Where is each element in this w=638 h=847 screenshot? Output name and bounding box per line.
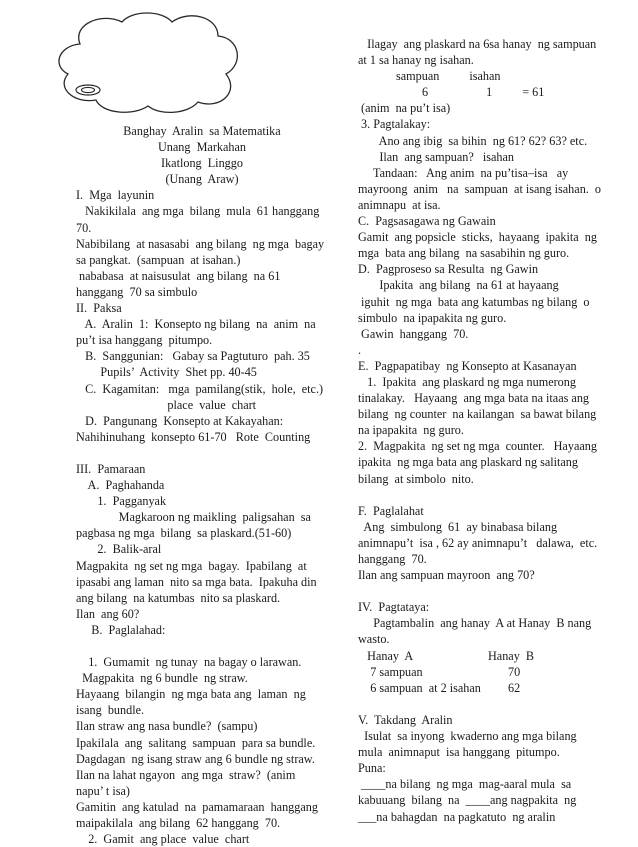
left-line: 2. Gamit ang place value chart — [76, 832, 250, 847]
left-line: Ilan straw ang nasa bundle? (sampu) — [76, 719, 258, 734]
right-line: ___na bahagdan na pagkatuto ng aralin — [358, 809, 556, 824]
left-line: 1. Gumamit ng tunay na bagay o larawan. — [76, 655, 302, 670]
right-line — [358, 648, 620, 664]
left-line: napu’ t isa) — [76, 783, 130, 798]
place-value-values — [358, 84, 620, 100]
left-line: maipakilala ang bilang 62 hanggang 70. — [76, 816, 281, 831]
right-line: ____na bilang ng mga mag-aaral mula sa — [358, 777, 572, 792]
right-line — [358, 583, 620, 599]
left-line: Magkaroon ng maikling paligsahan sa — [76, 510, 311, 525]
left-line: Magpakita ng set ng mga bagay. Ipabilang at — [76, 558, 307, 573]
left-line: Hayaang bilangin ng mga bata ang laman ng — [76, 687, 306, 702]
right-line: C. Pagsasagawa ng Gawain — [358, 214, 496, 229]
lesson-title: Banghay Aralin sa Matematika — [123, 124, 281, 138]
right-line: Tandaan: Ang anim na pu’tisa–isa ay — [358, 165, 569, 180]
left-line: 1. Pagganyak — [76, 494, 167, 509]
cloud-shape — [50, 8, 250, 116]
place-value-isahan: isahan — [469, 69, 501, 84]
right-line: tinalakay. Hayaang ang mga bata na itaas ang — [358, 391, 590, 406]
left-line: Ilan na lahat ngayon ang mga straw? (anim — [76, 767, 296, 782]
left-line: B. Paglalahad: — [76, 622, 166, 637]
right-line: Ano ang ibig sa bihin ng 61? 62? 63? etc. — [358, 133, 588, 148]
left-line: place value chart — [76, 397, 257, 412]
right-line: iguhit ng mga bata ang katumbas ng bilang o — [358, 294, 590, 309]
right-line: simbulo na ipapakita ng guro. — [358, 310, 507, 325]
right-line: Pagtambalin ang hanay A at Hanay B nang — [358, 616, 592, 631]
left-line — [76, 638, 328, 654]
left-line — [76, 445, 328, 461]
right-line: . — [358, 342, 362, 357]
right-line: mula animnaput isa hanggang pitumpo. — [358, 745, 560, 760]
left-line: Magpakita ng 6 bundle ng straw. — [76, 671, 248, 686]
left-line: nababasa at naisusulat ang bilang na 61 — [76, 268, 281, 283]
right-line: bilang at simbolo nito. — [358, 471, 474, 486]
right-line: mga bata ang bilang na sasabihin ng guro. — [358, 246, 570, 261]
cloud-outline — [59, 13, 237, 112]
right-line: Puna: — [358, 761, 386, 776]
lesson-week: Ikatlong Linggo — [161, 156, 243, 171]
left-line: Ipakilala ang salitang sampuan para sa bundle. — [76, 735, 316, 750]
place-value-header — [358, 68, 620, 84]
line-text: Hanay A — [358, 648, 414, 663]
place-value-sampuan: sampuan — [396, 69, 440, 84]
left-line: C. Kagamitan: mga pamilang(stik, hole, etc.) — [76, 381, 324, 396]
left-line: pu’t isa hanggang pitumpo. — [76, 333, 213, 348]
left-line: Nabibilang at nasasabi ang bilang ng mga bagay — [76, 236, 325, 251]
right-line: E. Pagpapatibay ng Konsepto at Kasanayan — [358, 358, 577, 373]
right-line: na ipapakita ng guro. — [358, 423, 464, 438]
right-line — [358, 664, 620, 680]
lesson-quarter: Unang Markahan — [158, 140, 246, 155]
place-value-tens: 6 — [422, 85, 429, 100]
place-value-result: = 61 — [522, 85, 545, 100]
left-line: Pupils’ Activity Shet pp. 40-45 — [76, 365, 257, 380]
hanay-b-row2: 62 — [508, 680, 521, 695]
right-line: animnapu’t isa , 62 ay animnapu’t dalawa, etc. — [358, 535, 598, 550]
left-line: Nahihinuhang konsepto 61-70 Rote Counting — [76, 429, 311, 444]
right-line: Ang simbulong 61 ay binabasa bilang — [358, 519, 558, 534]
right-line: animnapu at isa. — [358, 197, 441, 212]
right-line — [358, 696, 620, 712]
left-line: A. Aralin 1: Konsepto ng bilang na anim na — [76, 317, 316, 332]
right-line: Gamit ang popsicle sticks, hayaang ipakita ng — [358, 230, 597, 245]
right-line: V. Takdang Aralin — [358, 712, 453, 727]
right-line: 1. Ipakita ang plaskard ng mga numerong — [358, 374, 576, 389]
right-line: F. Paglalahat — [358, 503, 424, 518]
right-line: Ilan ang sampuan? isahan — [358, 149, 515, 164]
right-line: Isulat sa inyong kwaderno ang mga bilang — [358, 729, 577, 744]
right-line: Gawin hanggang 70. — [358, 326, 469, 341]
left-line: ipasabi ang laman nito sa mga bata. Ipakuha din — [76, 574, 317, 589]
left-line: Ilan ang 60? — [76, 606, 140, 621]
right-line: IV. Pagtataya: — [358, 600, 430, 615]
left-line: II. Paksa — [76, 301, 122, 316]
right-line: bilang ng counter na kailangan sa bawat bilang — [358, 407, 597, 422]
left-line: D. Pangunang Konsepto at Kakayahan: — [76, 413, 284, 428]
right-line: Ilan ang sampuan mayroon ang 70? — [358, 568, 535, 583]
right-line: ipakita ng mga bata ang plaskard ng salitang — [358, 455, 578, 470]
right-line: mayroong anim na sampuan at isang isahan. o — [358, 181, 602, 196]
left-line: Nakikilala ang mga bilang mula 61 hanggang — [76, 204, 320, 219]
left-line: ang bilang na katumbas nito sa plaskard. — [76, 590, 281, 605]
right-line: Ilagay ang plaskard na 6sa hanay ng sampuan — [358, 37, 597, 51]
left-line: hanggang 70 sa simbulo — [76, 284, 198, 299]
right-line: (anim na pu’t isa) — [358, 101, 451, 116]
left-line: 70. — [76, 220, 92, 235]
line-text: 6 sampuan at 2 isahan — [358, 680, 481, 695]
left-line: 2. Balik-aral — [76, 542, 162, 557]
right-body — [358, 100, 620, 824]
hanay-b-row1: 70 — [508, 664, 521, 679]
right-line: wasto. — [358, 632, 390, 647]
line-text: 7 sampuan — [358, 664, 423, 679]
left-line: pagbasa ng mga bilang sa plaskard.(51-60) — [76, 526, 292, 541]
right-line: 2. Magpakita ng set ng mga counter. Hayaang — [358, 439, 597, 454]
left-line: I. Mga layunin — [76, 188, 155, 203]
right-line — [358, 487, 620, 503]
place-value-ones: 1 — [486, 85, 493, 100]
right-line: 3. Pagtalakay: — [358, 117, 431, 132]
left-line: Dagdagan ng isang straw ang 6 bundle ng straw. — [76, 751, 315, 766]
left-line: isang bundle. — [76, 703, 145, 718]
left-line: sa pangkat. (sampuan at isahan.) — [76, 252, 241, 267]
left-line: Gamitin ang katulad na pamamaraan hanggang — [76, 799, 318, 814]
left-line: A. Paghahanda — [76, 478, 165, 493]
hanay-b-title: Hanay B — [488, 648, 535, 663]
right-column — [358, 36, 620, 825]
left-column — [76, 123, 328, 847]
right-line: D. Pagproseso sa Resulta ng Gawin — [358, 262, 539, 277]
left-line: III. Pamaraan — [76, 461, 146, 476]
right-line — [358, 680, 620, 696]
right-line: at 1 sa hanay ng isahan. — [358, 53, 474, 68]
left-body — [76, 187, 328, 847]
left-line: B. Sanggunian: Gabay sa Pagtuturo pah. 35 — [76, 349, 310, 364]
right-line: Ipakita ang bilang na 61 at hayaang — [358, 278, 559, 293]
lesson-day: (Unang Araw) — [165, 172, 239, 187]
right-line: kabuuang bilang na ____ang nagpakita ng — [358, 793, 577, 808]
right-line: hanggang 70. — [358, 552, 427, 566]
